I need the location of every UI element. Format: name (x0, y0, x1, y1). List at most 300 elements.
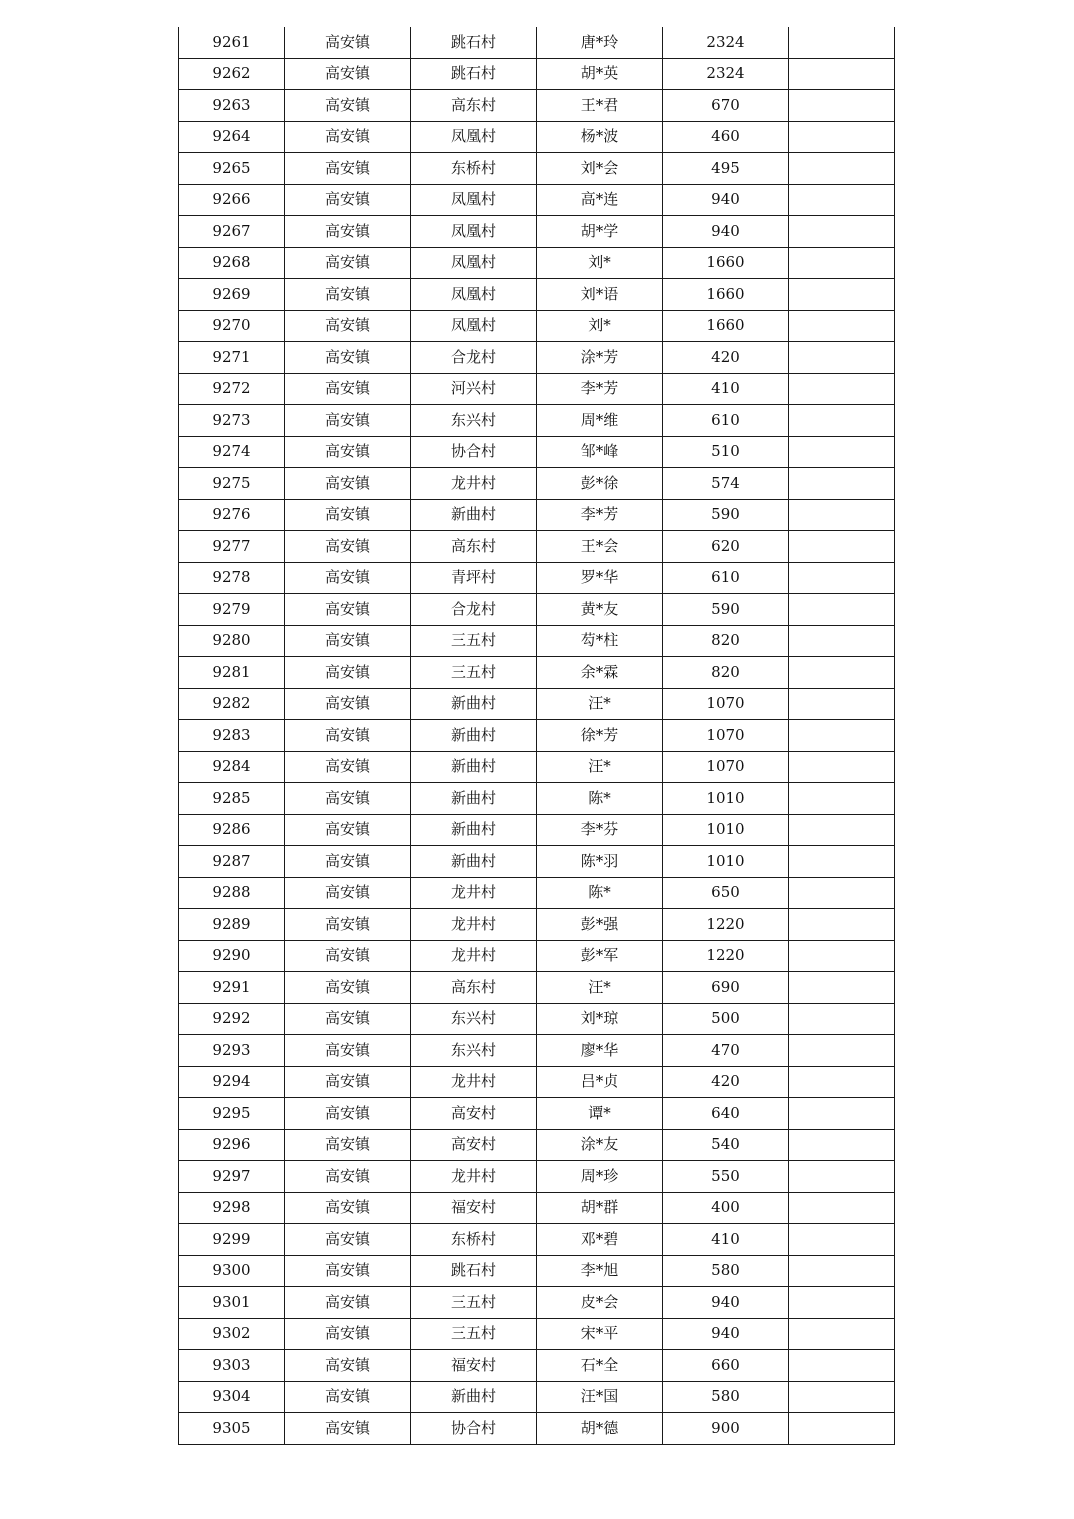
amount-cell: 580 (663, 1255, 789, 1287)
town-cell: 高安镇 (285, 279, 411, 311)
note-cell (789, 1129, 895, 1161)
town-cell: 高安镇 (285, 1413, 411, 1445)
village-cell: 东兴村 (411, 1035, 537, 1067)
table-row (179, 594, 895, 626)
serial-number-cell: 9289 (179, 909, 285, 941)
village-cell: 福安村 (411, 1350, 537, 1382)
village-cell: 凤凰村 (411, 184, 537, 216)
town-cell: 高安镇 (285, 121, 411, 153)
village-cell: 三五村 (411, 1287, 537, 1319)
serial-number-cell: 9291 (179, 972, 285, 1004)
amount-cell: 1070 (663, 720, 789, 752)
village-cell: 跳石村 (411, 1255, 537, 1287)
name-cell: 杨*波 (537, 121, 663, 153)
amount-cell: 1220 (663, 940, 789, 972)
town-cell: 高安镇 (285, 1161, 411, 1193)
name-cell: 涂*友 (537, 1129, 663, 1161)
note-cell (789, 342, 895, 374)
amount-cell: 540 (663, 1129, 789, 1161)
table-row (179, 499, 895, 531)
serial-number-cell: 9303 (179, 1350, 285, 1382)
table-row (179, 783, 895, 815)
serial-number-cell: 9302 (179, 1318, 285, 1350)
name-cell: 谭* (537, 1098, 663, 1130)
name-cell: 陈* (537, 877, 663, 909)
town-cell: 高安镇 (285, 342, 411, 374)
table-row (179, 1255, 895, 1287)
serial-number-cell: 9288 (179, 877, 285, 909)
name-cell: 刘*琼 (537, 1003, 663, 1035)
name-cell: 唐*玲 (537, 27, 663, 58)
amount-cell: 574 (663, 468, 789, 500)
name-cell: 刘* (537, 247, 663, 279)
village-cell: 福安村 (411, 1192, 537, 1224)
town-cell: 高安镇 (285, 1035, 411, 1067)
note-cell (789, 279, 895, 311)
note-cell (789, 972, 895, 1004)
town-cell: 高安镇 (285, 153, 411, 185)
serial-number-cell: 9293 (179, 1035, 285, 1067)
village-cell: 跳石村 (411, 58, 537, 90)
note-cell (789, 531, 895, 563)
town-cell: 高安镇 (285, 814, 411, 846)
amount-cell: 690 (663, 972, 789, 1004)
town-cell: 高安镇 (285, 940, 411, 972)
table-row (179, 846, 895, 878)
town-cell: 高安镇 (285, 468, 411, 500)
note-cell (789, 1381, 895, 1413)
name-cell: 汪* (537, 972, 663, 1004)
village-cell: 龙井村 (411, 468, 537, 500)
town-cell: 高安镇 (285, 1318, 411, 1350)
name-cell: 彭*徐 (537, 468, 663, 500)
town-cell: 高安镇 (285, 373, 411, 405)
village-cell: 青坪村 (411, 562, 537, 594)
name-cell: 邹*峰 (537, 436, 663, 468)
amount-cell: 1220 (663, 909, 789, 941)
note-cell (789, 688, 895, 720)
town-cell: 高安镇 (285, 1098, 411, 1130)
table-row (179, 1098, 895, 1130)
note-cell (789, 27, 895, 58)
town-cell: 高安镇 (285, 27, 411, 58)
name-cell: 王*会 (537, 531, 663, 563)
name-cell: 刘*语 (537, 279, 663, 311)
village-cell: 东桥村 (411, 153, 537, 185)
town-cell: 高安镇 (285, 972, 411, 1004)
table-row (179, 342, 895, 374)
name-cell: 汪* (537, 751, 663, 783)
name-cell: 陈* (537, 783, 663, 815)
name-cell: 廖*华 (537, 1035, 663, 1067)
name-cell: 汪*国 (537, 1381, 663, 1413)
table-row (179, 436, 895, 468)
table-row (179, 468, 895, 500)
village-cell: 三五村 (411, 625, 537, 657)
town-cell: 高安镇 (285, 1255, 411, 1287)
note-cell (789, 121, 895, 153)
note-cell (789, 846, 895, 878)
table-row (179, 1035, 895, 1067)
note-cell (789, 499, 895, 531)
village-cell: 河兴村 (411, 373, 537, 405)
village-cell: 东兴村 (411, 1003, 537, 1035)
note-cell (789, 1287, 895, 1319)
table-row (179, 216, 895, 248)
table-row (179, 1224, 895, 1256)
serial-number-cell: 9277 (179, 531, 285, 563)
note-cell (789, 90, 895, 122)
table-row (179, 310, 895, 342)
amount-cell: 495 (663, 153, 789, 185)
name-cell: 汪* (537, 688, 663, 720)
note-cell (789, 877, 895, 909)
serial-number-cell: 9278 (179, 562, 285, 594)
village-cell: 三五村 (411, 1318, 537, 1350)
serial-number-cell: 9299 (179, 1224, 285, 1256)
village-cell: 合龙村 (411, 594, 537, 626)
table-row (179, 373, 895, 405)
table-row (179, 940, 895, 972)
town-cell: 高安镇 (285, 90, 411, 122)
village-cell: 凤凰村 (411, 310, 537, 342)
amount-cell: 2324 (663, 58, 789, 90)
table-row (179, 877, 895, 909)
amount-cell: 420 (663, 1066, 789, 1098)
name-cell: 胡*群 (537, 1192, 663, 1224)
serial-number-cell: 9264 (179, 121, 285, 153)
serial-number-cell: 9283 (179, 720, 285, 752)
town-cell: 高安镇 (285, 1129, 411, 1161)
village-cell: 高东村 (411, 531, 537, 563)
village-cell: 凤凰村 (411, 121, 537, 153)
village-cell: 新曲村 (411, 720, 537, 752)
data-table-sheet (178, 27, 894, 1445)
town-cell: 高安镇 (285, 1066, 411, 1098)
name-cell: 徐*芳 (537, 720, 663, 752)
town-cell: 高安镇 (285, 909, 411, 941)
serial-number-cell: 9269 (179, 279, 285, 311)
amount-cell: 940 (663, 1287, 789, 1319)
note-cell (789, 1192, 895, 1224)
village-cell: 高安村 (411, 1098, 537, 1130)
table-row (179, 1066, 895, 1098)
table-row (179, 121, 895, 153)
amount-cell: 900 (663, 1413, 789, 1445)
name-cell: 周*珍 (537, 1161, 663, 1193)
town-cell: 高安镇 (285, 594, 411, 626)
serial-number-cell: 9296 (179, 1129, 285, 1161)
table-row (179, 184, 895, 216)
note-cell (789, 1161, 895, 1193)
village-cell: 龙井村 (411, 1161, 537, 1193)
town-cell: 高安镇 (285, 688, 411, 720)
name-cell: 涂*芳 (537, 342, 663, 374)
name-cell: 周*维 (537, 405, 663, 437)
name-cell: 邓*碧 (537, 1224, 663, 1256)
note-cell (789, 1318, 895, 1350)
table-row (179, 688, 895, 720)
town-cell: 高安镇 (285, 783, 411, 815)
table-row (179, 625, 895, 657)
amount-cell: 590 (663, 594, 789, 626)
town-cell: 高安镇 (285, 436, 411, 468)
name-cell: 胡*德 (537, 1413, 663, 1445)
table-row (179, 1350, 895, 1382)
note-cell (789, 1413, 895, 1445)
village-cell: 新曲村 (411, 751, 537, 783)
town-cell: 高安镇 (285, 1381, 411, 1413)
name-cell: 李*芳 (537, 499, 663, 531)
note-cell (789, 468, 895, 500)
town-cell: 高安镇 (285, 657, 411, 689)
table-row (179, 405, 895, 437)
serial-number-cell: 9263 (179, 90, 285, 122)
village-cell: 协合村 (411, 1413, 537, 1445)
town-cell: 高安镇 (285, 877, 411, 909)
amount-cell: 1070 (663, 751, 789, 783)
town-cell: 高安镇 (285, 531, 411, 563)
serial-number-cell: 9282 (179, 688, 285, 720)
note-cell (789, 1066, 895, 1098)
amount-cell: 1070 (663, 688, 789, 720)
name-cell: 刘* (537, 310, 663, 342)
table-row (179, 909, 895, 941)
town-cell: 高安镇 (285, 310, 411, 342)
serial-number-cell: 9261 (179, 27, 285, 58)
amount-cell: 670 (663, 90, 789, 122)
village-cell: 三五村 (411, 657, 537, 689)
serial-number-cell: 9271 (179, 342, 285, 374)
serial-number-cell: 9294 (179, 1066, 285, 1098)
amount-cell: 590 (663, 499, 789, 531)
amount-cell: 1660 (663, 247, 789, 279)
village-cell: 协合村 (411, 436, 537, 468)
table-row (179, 153, 895, 185)
serial-number-cell: 9270 (179, 310, 285, 342)
name-cell: 李*芬 (537, 814, 663, 846)
village-cell: 凤凰村 (411, 247, 537, 279)
name-cell: 彭*强 (537, 909, 663, 941)
town-cell: 高安镇 (285, 720, 411, 752)
note-cell (789, 814, 895, 846)
name-cell: 皮*会 (537, 1287, 663, 1319)
amount-cell: 400 (663, 1192, 789, 1224)
serial-number-cell: 9287 (179, 846, 285, 878)
serial-number-cell: 9273 (179, 405, 285, 437)
note-cell (789, 216, 895, 248)
amount-cell: 660 (663, 1350, 789, 1382)
serial-number-cell: 9265 (179, 153, 285, 185)
town-cell: 高安镇 (285, 216, 411, 248)
amount-cell: 820 (663, 625, 789, 657)
amount-cell: 410 (663, 373, 789, 405)
name-cell: 彭*军 (537, 940, 663, 972)
table-row (179, 1161, 895, 1193)
note-cell (789, 405, 895, 437)
town-cell: 高安镇 (285, 499, 411, 531)
name-cell: 余*霖 (537, 657, 663, 689)
village-cell: 新曲村 (411, 1381, 537, 1413)
serial-number-cell: 9301 (179, 1287, 285, 1319)
table-row (179, 1003, 895, 1035)
village-cell: 新曲村 (411, 499, 537, 531)
serial-number-cell: 9305 (179, 1413, 285, 1445)
amount-cell: 610 (663, 405, 789, 437)
serial-number-cell: 9268 (179, 247, 285, 279)
name-cell: 刘*会 (537, 153, 663, 185)
serial-number-cell: 9262 (179, 58, 285, 90)
note-cell (789, 1350, 895, 1382)
serial-number-cell: 9276 (179, 499, 285, 531)
table-row (179, 562, 895, 594)
village-cell: 东桥村 (411, 1224, 537, 1256)
amount-cell: 2324 (663, 27, 789, 58)
village-cell: 新曲村 (411, 846, 537, 878)
name-cell: 石*全 (537, 1350, 663, 1382)
table-row (179, 27, 895, 58)
serial-number-cell: 9275 (179, 468, 285, 500)
serial-number-cell: 9300 (179, 1255, 285, 1287)
amount-cell: 550 (663, 1161, 789, 1193)
village-cell: 新曲村 (411, 688, 537, 720)
table-row (179, 751, 895, 783)
note-cell (789, 1098, 895, 1130)
village-cell: 龙井村 (411, 877, 537, 909)
town-cell: 高安镇 (285, 1287, 411, 1319)
name-cell: 李*芳 (537, 373, 663, 405)
table-body (179, 27, 895, 1444)
note-cell (789, 909, 895, 941)
note-cell (789, 1255, 895, 1287)
amount-cell: 410 (663, 1224, 789, 1256)
note-cell (789, 58, 895, 90)
name-cell: 宋*平 (537, 1318, 663, 1350)
amount-cell: 940 (663, 216, 789, 248)
serial-number-cell: 9280 (179, 625, 285, 657)
note-cell (789, 751, 895, 783)
serial-number-cell: 9281 (179, 657, 285, 689)
village-cell: 东兴村 (411, 405, 537, 437)
name-cell: 高*连 (537, 184, 663, 216)
serial-number-cell: 9284 (179, 751, 285, 783)
town-cell: 高安镇 (285, 247, 411, 279)
table-row (179, 1287, 895, 1319)
amount-cell: 500 (663, 1003, 789, 1035)
village-cell: 龙井村 (411, 1066, 537, 1098)
note-cell (789, 1035, 895, 1067)
note-cell (789, 436, 895, 468)
town-cell: 高安镇 (285, 751, 411, 783)
amount-cell: 1010 (663, 846, 789, 878)
table-row (179, 531, 895, 563)
serial-number-cell: 9292 (179, 1003, 285, 1035)
village-cell: 龙井村 (411, 909, 537, 941)
table-row (179, 279, 895, 311)
serial-number-cell: 9285 (179, 783, 285, 815)
village-cell: 凤凰村 (411, 279, 537, 311)
town-cell: 高安镇 (285, 562, 411, 594)
note-cell (789, 783, 895, 815)
village-cell: 新曲村 (411, 783, 537, 815)
amount-cell: 470 (663, 1035, 789, 1067)
note-cell (789, 373, 895, 405)
name-cell: 李*旭 (537, 1255, 663, 1287)
note-cell (789, 247, 895, 279)
name-cell: 黄*友 (537, 594, 663, 626)
note-cell (789, 310, 895, 342)
serial-number-cell: 9266 (179, 184, 285, 216)
note-cell (789, 184, 895, 216)
village-cell: 新曲村 (411, 814, 537, 846)
village-cell: 高东村 (411, 90, 537, 122)
amount-cell: 620 (663, 531, 789, 563)
amount-cell: 420 (663, 342, 789, 374)
amount-cell: 650 (663, 877, 789, 909)
amount-cell: 1660 (663, 279, 789, 311)
name-cell: 王*君 (537, 90, 663, 122)
town-cell: 高安镇 (285, 846, 411, 878)
amount-cell: 940 (663, 184, 789, 216)
note-cell (789, 1003, 895, 1035)
amount-cell: 640 (663, 1098, 789, 1130)
table-row (179, 814, 895, 846)
amount-cell: 460 (663, 121, 789, 153)
name-cell: 胡*学 (537, 216, 663, 248)
town-cell: 高安镇 (285, 405, 411, 437)
serial-number-cell: 9272 (179, 373, 285, 405)
name-cell: 芶*柱 (537, 625, 663, 657)
note-cell (789, 1224, 895, 1256)
amount-cell: 1010 (663, 783, 789, 815)
table-row (179, 657, 895, 689)
village-cell: 高东村 (411, 972, 537, 1004)
amount-cell: 940 (663, 1318, 789, 1350)
town-cell: 高安镇 (285, 1192, 411, 1224)
village-cell: 高安村 (411, 1129, 537, 1161)
note-cell (789, 625, 895, 657)
serial-number-cell: 9279 (179, 594, 285, 626)
data-table (178, 27, 895, 1445)
table-row (179, 1413, 895, 1445)
town-cell: 高安镇 (285, 1350, 411, 1382)
town-cell: 高安镇 (285, 1003, 411, 1035)
note-cell (789, 940, 895, 972)
table-row (179, 720, 895, 752)
note-cell (789, 594, 895, 626)
village-cell: 跳石村 (411, 27, 537, 58)
table-row (179, 1192, 895, 1224)
name-cell: 罗*华 (537, 562, 663, 594)
note-cell (789, 562, 895, 594)
serial-number-cell: 9304 (179, 1381, 285, 1413)
table-row (179, 1318, 895, 1350)
town-cell: 高安镇 (285, 58, 411, 90)
amount-cell: 1010 (663, 814, 789, 846)
amount-cell: 610 (663, 562, 789, 594)
note-cell (789, 153, 895, 185)
name-cell: 胡*英 (537, 58, 663, 90)
table-row (179, 90, 895, 122)
table-row (179, 247, 895, 279)
serial-number-cell: 9274 (179, 436, 285, 468)
village-cell: 凤凰村 (411, 216, 537, 248)
table-row (179, 1381, 895, 1413)
village-cell: 龙井村 (411, 940, 537, 972)
village-cell: 合龙村 (411, 342, 537, 374)
name-cell: 陈*羽 (537, 846, 663, 878)
amount-cell: 580 (663, 1381, 789, 1413)
